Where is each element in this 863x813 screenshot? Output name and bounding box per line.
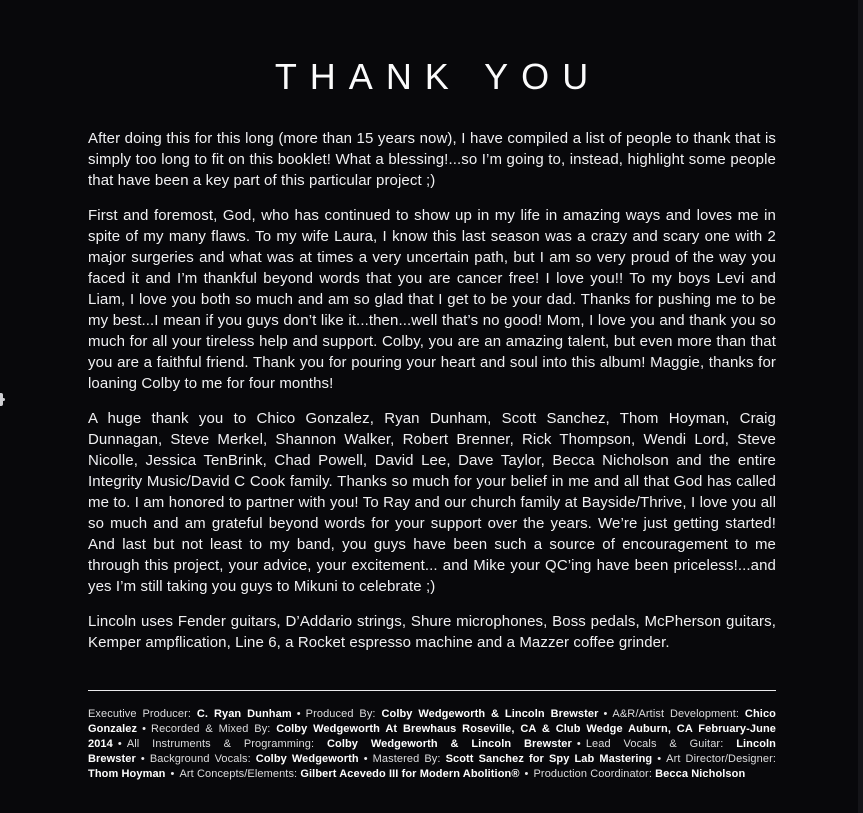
credit-separator: • xyxy=(524,768,529,780)
credit-name: Gilbert Acevedo III for Modern Abolition® xyxy=(300,768,520,780)
page-title: THANK YOU xyxy=(274,56,602,97)
credit-separator: • xyxy=(117,738,122,750)
credit-separator: • xyxy=(170,768,175,780)
credit-name: Becca Nicholson xyxy=(655,768,746,780)
artifact-mark xyxy=(0,398,5,401)
credit-name: C. Ryan Dunham xyxy=(196,708,292,720)
credit-separator: • xyxy=(657,753,662,765)
credit-name: Colby Wedgeworth & Lincoln Brewster xyxy=(326,738,572,750)
credits-text xyxy=(88,707,776,782)
credits-divider xyxy=(88,690,776,691)
credit-separator: • xyxy=(140,753,145,765)
credit-separator: • xyxy=(363,753,368,765)
credit-name: Colby Wedgeworth At Brewhaus Roseville, CA & Club Wedge Auburn, CA February-June 2014 xyxy=(88,723,776,750)
credit-label: Executive Producer: xyxy=(88,708,197,720)
credit-label: Art Concepts/Elements: xyxy=(179,768,301,780)
credit-separator: • xyxy=(142,723,147,735)
credit-separator: • xyxy=(576,738,581,750)
page-edge-artifact xyxy=(0,393,6,410)
credit-name: Chico Gonzalez xyxy=(88,708,776,735)
paragraph-team-thanks: A huge thank you to Chico Gonzalez, Ryan Dunham, Scott Sanchez, Thom Hoyman, Craig Dunnagan, Steve Merkel, Shannon Walker, Robert Brenner, Rick Thompson, Wendi Lord, Steve Nicolle, Jessica TenBrink, Chad Powell, David Lee, Dave Taylor, Becca Nicholson and the entire Integrity Music/David C Cook family. Thanks so much for your belief in me and all that God has called me to. I am honored to partner with you! To Ray and our church family at Bayside/Thrive, I love you all so much and am grateful beyond words for your support over the years. We’re just getting started! And last but not least to my band, you guys have been such a source of encouragement to me through this project, your advice, your excitement... and Mike your QC’ing have been priceless!...and yes I’m still taking you guys to Mikuni to celebrate ;) xyxy=(88,410,776,595)
credit-label: All Instruments & Programming: xyxy=(126,738,327,750)
credit-name: Thom Hoyman xyxy=(88,768,166,780)
credit-label: Mastered By: xyxy=(372,753,446,765)
credit-label: Lead Vocals & Guitar: xyxy=(585,738,737,750)
credit-name: Scott Sanchez for Spy Lab Mastering xyxy=(445,753,653,765)
thank-you-content xyxy=(88,128,776,782)
credit-separator: • xyxy=(296,708,301,720)
credit-name: Colby Wedgeworth xyxy=(255,753,359,765)
credit-name: Colby Wedgeworth & Lincoln Brewster xyxy=(381,708,599,720)
paragraph-intro: After doing this for this long (more than 15 years now), I have compiled a list of people to thank that is simply too long to fit on this booklet! What a blessing!...so I’m going to, instead, highlight some people that have been a key part of this particular project ;) xyxy=(88,130,776,189)
credit-label: Recorded & Mixed By: xyxy=(151,723,277,735)
credit-separator: • xyxy=(603,708,608,720)
credit-label: A&R/Artist Development: xyxy=(612,708,745,720)
paragraph-gear-list: Lincoln uses Fender guitars, D’Addario strings, Shure microphones, Boss pedals, McPherson guitars, Kemper ampflication, Line 6, a Rocket espresso machine and a Mazzer coffee grinder. xyxy=(88,613,776,651)
credit-label: Produced By: xyxy=(305,708,382,720)
credit-label: Production Coordinator: xyxy=(533,768,656,780)
paragraph-family-thanks: First and foremost, God, who has continued to show up in my life in amazing ways and loves me in spite of my many flaws. To my wife Laura, I know this last season was a crazy and scary one with 2 major surgeries and what was at times a very uncertain path, but I am so very proud of the way you faced it and I’m thankful beyond words that you are cancer free! I love you!! To my boys Levi and Liam, I love you both so much and am so glad that I get to be your dad. Thanks for pushing me to be my best...I mean if you guys don’t like it...then...well that’s no good! Mom, I love you and thank you so much for all your tireless help and support. Colby, you are an amazing talent, but even more than that you are a faithful friend. Thank you for pouring your heart and soul into this album! Maggie, thanks for loaning Colby to me for four months! xyxy=(88,207,776,392)
credit-label: Background Vocals: xyxy=(149,753,256,765)
scan-edge-strip xyxy=(858,0,863,813)
credit-label: Art Director/Designer: xyxy=(666,753,777,765)
credit-name: Lincoln Brewster xyxy=(88,738,776,765)
